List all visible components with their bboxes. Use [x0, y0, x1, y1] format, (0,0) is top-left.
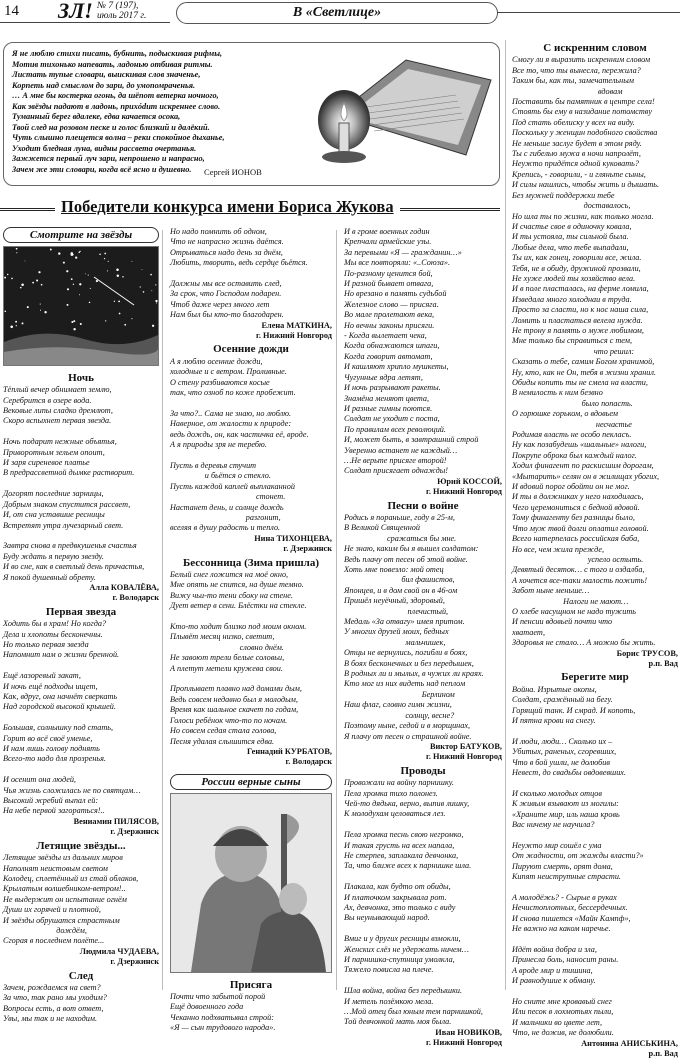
- intro-poem-line: Зачем же эти словари, когда всё ясно и душевно.: [12, 164, 192, 174]
- intro-poem-line: … А мне бы костерка огонь, да шёпот ветерка ночного,: [12, 91, 219, 100]
- star-dot: [152, 325, 154, 327]
- star-dot: [118, 301, 120, 303]
- star-dot: [131, 319, 132, 320]
- star-dot: [15, 321, 17, 323]
- poem-text: А я люблю осенние дожди, холодные и с ветром. Проливные. О стену разбиваются косые так, что озноб по коже пробежит. За что?.. Сама не знаю, но люблю. Наверное, от жалости к природе: ведь дождь, он, как частичка её, вроде. А я природы зря не теребю. Пусть в деревья стучит и бьётся о стекло. Пусть каждой каплей выплаканной стонет. Настанет день, и солнце дождь разгонит, вселяя в душу радость и тепло.: [170, 356, 309, 533]
- column-2-poems: [170, 344, 332, 767]
- contest-banner: [0, 195, 500, 221]
- star-dot: [67, 304, 69, 306]
- star-dot: [16, 248, 18, 250]
- poem-author: Геннадий КУРБАТОВ,: [246, 746, 332, 756]
- star-dot: [7, 274, 8, 275]
- issue-date: июль 2017 г.: [97, 11, 147, 21]
- poem-city: р.п. Вад: [648, 658, 678, 668]
- poem-text: Почти что забытой порой Ещё довоенного года Чеканно подхватывал строй: «Я — сын трудового народа».: [170, 991, 276, 1033]
- star-dot: [99, 254, 101, 256]
- night-sky-illustration: [3, 246, 159, 366]
- poem-city: г. Дзержинск: [110, 827, 159, 837]
- star-dot: [4, 311, 6, 313]
- poem-text: Тёплый вечер обнимает землю, Серебрится в озере вода. Вековые липы сладко дремлют, Скоро вспыхнет первая звезда. Ночь подарит нежные объятья, Приворотным зельем опоит, И заря сиреневое платье В предрассветной дымке растворит. Догорят последние зарницы, Добрым знаком спустится рассвет, И, от сна уставшие ресницы Встретят утра лучезарный свет. Завтра снова в предвкушенья счастья Буду ждать я первую звезду. И во сне, как в светлый день причастья, Я покой душевный обрету.: [3, 385, 145, 582]
- star-dot: [140, 287, 141, 288]
- poem-text: Смогу ли я выразить искренним словом Все то, что ты вынесла, пережила? Таким бы, как ты, замечательным вдовам Поставить бы памятник в центре села! Стоять бы ему в назидание потомству Под стать обелиску у всех на виду. Поскольку у женщин подобного свойства Не меньше заслуг будет в этом ряду. Ты с гибелью мужа в ночи напролёт, Неужто придётся одной куковать? Крепись, - говорили, - и гляньте сыны, И силы нашлись, чтобы жить и дышать. Без мужней поддержки тебе доставалось, Но шла ты по жизни, как только могла. И счастье свое в одиночку ковала, И ты устояла, ты сильной была. Любые дела, что тебе выпадали, Ты их, как гонец, говорили все, жила. Тебя, не в обиду, дружиной прозвали, Не хуже людей ты хозяйство вела. И в поле пласталась, на ферме ломила, Изведала много холоднаи в труда. Просто за сласти, но к нос наша сила, Ломить и пластаться велела нужда. Не трону я память о муже любимом, Мне только бы справиться с тем, что решил: Сказать о тебе, самим Богом хранимой, Ну, кто, как не Он, тебя в жизни хранил. Обиды копить ты не смела на власти, В немилость к ним безвно было попасть. О горюшке горьком, о вдовьем несчастье Родимая власть не особо пекласъ. Ну как позабудешь «шальные» налоги, Покрупе оброка был каждый налог. Ходил финагент по раскисшим дорогам, «Мытарить» селян он в жилищах убогих, И вдовий порог обойти он не мог. И ты в должниках у него находилась, Чего церемониться с бедной вдовой. Тому финагенту без разницы было, Что муж твой долги оплатил головой. Всего натерпелась российская баба, Но все, чем жила прежде, успело остыть. Девятый десяток… с того и оздалба, А хочется все-таки малость пожить! Забот ныне меньше… Налоги не мают… О хлебе насущном не надо тужить И пенсии вдовьей почти что хватает, Здоровья не стало… А можно бы жить.: [512, 55, 660, 648]
- star-dot: [155, 285, 156, 286]
- star-dot: [142, 269, 143, 270]
- column-1: [3, 227, 159, 1025]
- star-dot: [16, 325, 17, 326]
- poem-title: Берегите мир: [561, 671, 629, 684]
- star-dot: [105, 321, 106, 322]
- poem-title: Песни о войне: [387, 499, 459, 512]
- intro-poem-line: Как звёзды падают в ладонь, прихódит искреннее слово.: [12, 101, 221, 111]
- poem-author: Алла КОВАЛЁВА,: [89, 582, 159, 592]
- poem-author: Нина ТИХОНЦЕВА,: [254, 533, 332, 543]
- section-rubric: В «Светлице»: [176, 2, 498, 24]
- star-dot: [117, 275, 119, 277]
- poem-author: Юрий КОССОЙ,: [437, 476, 502, 486]
- star-dot: [114, 301, 115, 302]
- intro-poem-line: Зажжется первый луч зари, непрошено и напрасно,: [12, 154, 205, 163]
- intro-poem-line: Уходит бледная луна, видны рассвета очертанья.: [12, 143, 197, 153]
- star-dot: [78, 252, 79, 253]
- column-3: [344, 227, 502, 1049]
- star-dot: [71, 321, 73, 323]
- intro-poem: [12, 49, 312, 175]
- issue-info: [97, 1, 146, 21]
- poem-city: г. Дзержинск: [283, 544, 332, 554]
- star-dot: [151, 291, 152, 292]
- poem-title: Осенние дожди: [213, 343, 289, 356]
- star-dot: [71, 279, 73, 281]
- poem-text: И в громе военных годин Крепчали армейские узы. За перевыми «Я — гражданин…» Мы все повторяли: «..Союза». По-разному ценится бой, И разной бывает отвага, Но врезано в память судьбой Железное слово — присяга. Во мале пролетают века, Но вечны законы присяги. - Когда вылетает чека, Когда обнажаются шпаги, Когда говорит автомат, И кашляют хрипло мушкеты, Чугунные ядра летят, И ночь разрывают ракеты. Знамёна меняют цвета, И разные гимны поются. Солдат не уходит с поста, По правилам всех революций. И, может быть, в завтрашний строй Уверенно встанет не каждый… …Не верьте присяге второй! Солдат присягает однажды!: [344, 227, 479, 476]
- star-dot: [16, 253, 17, 254]
- star-dot: [104, 253, 106, 255]
- star-dot: [80, 323, 82, 325]
- intro-poem-line: Листать тупые словари, выискивая слов значенье,: [12, 70, 201, 79]
- star-dot: [143, 292, 145, 294]
- star-dot: [116, 269, 119, 272]
- column-rule: [505, 40, 506, 990]
- poem-title: Проводы: [400, 764, 446, 777]
- star-dot: [4, 277, 6, 279]
- poem-city: г. Володарск: [112, 593, 159, 603]
- intro-poem-line: Мотив тихонько напевать, ладонью отбивая ритмы.: [12, 59, 213, 69]
- poem-author: Борис ТРУСОВ,: [616, 648, 678, 658]
- poem-text: Война. Изрытые окопы, Солдат, сражённый на бегу. Горящий танк. И смрад. И копоть, И пятна крови на снегу. И люди, люди… Сколько их – Убитых, раненых, сгоревших, Что в бой ушли, не долюбив Невест, до свадьбы овдовевших. И сколько молодых отцов К живым взывают из могилы: «Храните мир, иль наша кровь Вас ничему не научила? Неужто мир сошёл с ума От жадности, от жажды власти?» Пируют смерть, орят дома, Кипят неиструтные страсти. А молодёжь? - Сырые в руках Нечистоплотных, бессердечных. И снова пишется «Майн Кампф», Не важно на каком наречье. Идёт война добра и зла, Принесла боль, наносит раны. А вроде мир и тишина, И равнодушие к обману. Но сните мне кровавый снег Или песок в лохмотьях пыли, И мальчики во цвете лет, Что, не дожив, не долюбили.: [512, 684, 644, 1038]
- star-dot: [67, 289, 69, 291]
- star-dot: [75, 257, 77, 259]
- page-number: 14: [4, 3, 19, 19]
- star-dot: [66, 271, 68, 273]
- star-dot: [85, 274, 86, 275]
- poem-title: Бессонница (Зима пришла): [182, 556, 320, 569]
- star-dot: [156, 303, 157, 304]
- poem-city: г. Володарск: [285, 757, 332, 767]
- star-dot: [25, 261, 26, 262]
- star-dot: [107, 271, 108, 272]
- star-dot: [104, 258, 105, 259]
- section-pill-stars: Смотрите на звёзды: [3, 227, 159, 243]
- star-dot: [10, 326, 13, 329]
- star-dot: [20, 287, 22, 289]
- poem-city: р.п. Вад: [648, 1049, 678, 1058]
- star-dot: [41, 284, 43, 286]
- intro-poem-line: Чуть слышно плещется волна – реки спокойное дыханье,: [12, 133, 225, 142]
- star-dot: [73, 328, 75, 330]
- column-3-poems: [344, 501, 502, 1049]
- star-dot: [124, 324, 126, 326]
- column-1-poems: [3, 373, 159, 1025]
- poem-city: г. Нижний Новгород: [426, 1038, 502, 1048]
- column-2: [170, 227, 332, 1034]
- newspaper-logo: ЗЛ!: [58, 0, 93, 23]
- star-dot: [71, 253, 74, 256]
- star-dot: [27, 306, 29, 308]
- poem-text: Ходить бы в храм! Но когда? Дела и хлопоты бесконечны. Но только первая звезда Напомнит нам о жизни бренной. Ещё лазоревый закат, И ночь ещё подходы ищет, Как, вдруг, она начнёт сверкать Над городской высокой крышей. Большая, солнышку под стать, Горит во всё своё уменье, И нам лишь голову поднять Всего-то надо для прозренья. И осенит она людей, Чья жизнь сложилась не по святцам… Высокий жребий выпал ей: На небе первой загораться!..: [3, 619, 141, 816]
- star-dot: [73, 321, 75, 323]
- header-rule-left: [0, 22, 170, 23]
- star-dot: [58, 253, 60, 255]
- column-rule: [336, 230, 337, 990]
- poem-city: г. Нижний Новгород: [256, 331, 332, 341]
- header-rule-right: [497, 12, 680, 13]
- star-dot: [119, 313, 121, 315]
- star-dot: [63, 262, 65, 264]
- poem-title: Летящие звёзды...: [36, 839, 126, 852]
- section-pill-sons: России верные сыны: [170, 774, 332, 790]
- column-rule: [162, 230, 163, 990]
- star-dot: [150, 274, 152, 276]
- poem-author: Антонина АНИСЬКИНА,: [581, 1038, 678, 1048]
- column-4: [512, 40, 678, 1059]
- star-dot: [36, 280, 38, 282]
- star-dot: [89, 302, 91, 304]
- intro-poem-line: Корпеть над смыслом до зари, до умопомраченья.: [12, 80, 196, 90]
- poem-text: Родись я пораньше, году в 25-м, В Великой Священной сражаться бы мне. Не знаю, каким бы я вышел солдатом: Ведь плачу от песен об этой войне. Хоть мне повезло: мой отец бил фашистов, Японцев, и в дом свой он в 46-ом Пришёл неуёчный, здоровый, плечистый, Медаль «За отвагу» имея притом. У многих друзей моих, бедных мальчишек, Отцы не вернулись, погибли в боях, В боях бесконечных и без передышек, В родных ли и мылых, в чужих ли краях. Кто мог из них видеть над пеплом Берлином Наш флаг, словно гимн жизни, солнцу, весне? Поэтому ныне, седой и в морщинах, Я плачу от песен о страшной войне.: [344, 512, 484, 741]
- poem-title: Первая звезда: [45, 605, 117, 618]
- poem-author: Виктор БАТУКОВ,: [429, 741, 502, 751]
- star-dot: [44, 311, 46, 313]
- star-dot: [79, 295, 80, 296]
- poem-title: Ночь: [68, 371, 94, 384]
- star-dot: [122, 277, 123, 278]
- star-dot: [40, 304, 41, 305]
- poem-text: Летящие звёзды из дальних миров Наполнят неистовым светом Колодец, сплетённый из стай облаков, Крылатым волшебником-ветром!.. Не выдержит он испытание огнём Души их горячей и плотной, И звёзды обрушатся страстным дождём, Сгорая в последнем полёте...: [3, 853, 139, 946]
- star-dot: [73, 284, 74, 285]
- intro-poem-line: Туманный берег вдалеке, едва качается осока,: [12, 112, 181, 121]
- star-dot: [40, 310, 41, 311]
- star-dot: [131, 261, 132, 262]
- star-dot: [11, 278, 13, 280]
- poem-city: г. Нижний Новгород: [426, 752, 502, 762]
- star-dot: [22, 323, 24, 325]
- candle-book-illustration: [306, 45, 496, 181]
- intro-author: Сергей ИОНОВ: [204, 167, 262, 177]
- poem-author: Вениамин ПИЛЯСОВ,: [73, 816, 159, 826]
- poem-title: Присяга: [229, 978, 273, 991]
- star-dot: [50, 249, 52, 251]
- issue-number: № 7 (197),: [97, 1, 139, 11]
- poem-author: Елена МАТКИНА,: [261, 320, 332, 330]
- poem-text: Провожали на войну парнишку. Пела хромка тихо полонез. Чей-то дядька, верно, выпив лишку, К молодухам целоваться лез. Пела хромка песнь свою негромко, И такая грусть на всех напала, Не стерпев, заплакала девчонка, Та, что ближе всех к парнишке шла. Плакала, как будто от обиды, И платочком закрывала рот. Ах, девчонка, это только с виду Вы неунывающий народ. Вмиг и у других ресницы взмокли, Женских слёз не удержать ничем… И парнишка-спутница умолкла, Тяжело повисла на плече. Шла война, война без передышки. И метель позёмкою мела. …Мой отец был юным тем парнишкой, Той девчонкой мать моя была.: [344, 778, 483, 1027]
- star-dot: [90, 288, 91, 289]
- poem-title: С искренним словом: [543, 42, 647, 54]
- soldiers-illustration: [170, 793, 332, 973]
- intro-poem-box: [3, 42, 500, 186]
- poem-title: След: [68, 969, 94, 982]
- poem-text: Белый снег ложится на моё окно, Мне опять не спится, на душе темно. Вижу чьи-то тени сбоку на стене. Дует ветер в сени. Блёстки на стекле. Кто-то ходит близко под моим окном. Плывёт месяц низко, светит, словно днём. Не завоют трели белые соловьи, А плетут метели кружева свои. Проплывает плавно над домами дым, Ведь совсем недавно был я молодым, Время как шальное скачет по годам, Голоси ребёнок что-то по ночам. Но совсем седая стала голова, Песня удалая слышится едва.: [170, 570, 307, 746]
- poem-text: Зачем, рождаемся на свет? За что, так рано мы уходим? Вопросы есть, а вот ответ, Увы, мы так и не находим.: [3, 982, 107, 1024]
- poem-author: Иван НОВИКОВ,: [435, 1027, 502, 1037]
- intro-poem-line: Твой след на розовом песке и голос близкий и далёкий.: [12, 122, 210, 132]
- banner-title: Победители конкурса имени Бориса Жукова: [55, 197, 400, 217]
- star-dot: [79, 284, 81, 286]
- poem-city: г. Дзержинск: [110, 957, 159, 967]
- star-dot: [38, 271, 40, 273]
- poem-text: Но надо помнить об одном, Что не напрасно жизнь даётся. Отрываться надо день за днём, Любить, творить, ведь сердце бьётся. Должны мы все оставить след, За срок, что Господом подарен. Чтоб даже через много лет Нам был бы кто-то благодарен.: [170, 227, 308, 320]
- star-dot: [21, 284, 24, 287]
- intro-poem-line: Я не люблю стихи писать, бубнить, подыскивая рифмы,: [12, 49, 223, 58]
- page-header: [0, 0, 680, 26]
- star-dot: [32, 282, 34, 284]
- star-dot: [96, 280, 98, 282]
- star-dot: [88, 275, 89, 276]
- star-dot: [108, 261, 109, 262]
- column-4-poems: [512, 43, 678, 1059]
- poem-city: г. Нижний Новгород: [426, 487, 502, 497]
- star-dot: [155, 300, 157, 302]
- poem-author: Людмила ЧУДАЕВА,: [79, 946, 159, 956]
